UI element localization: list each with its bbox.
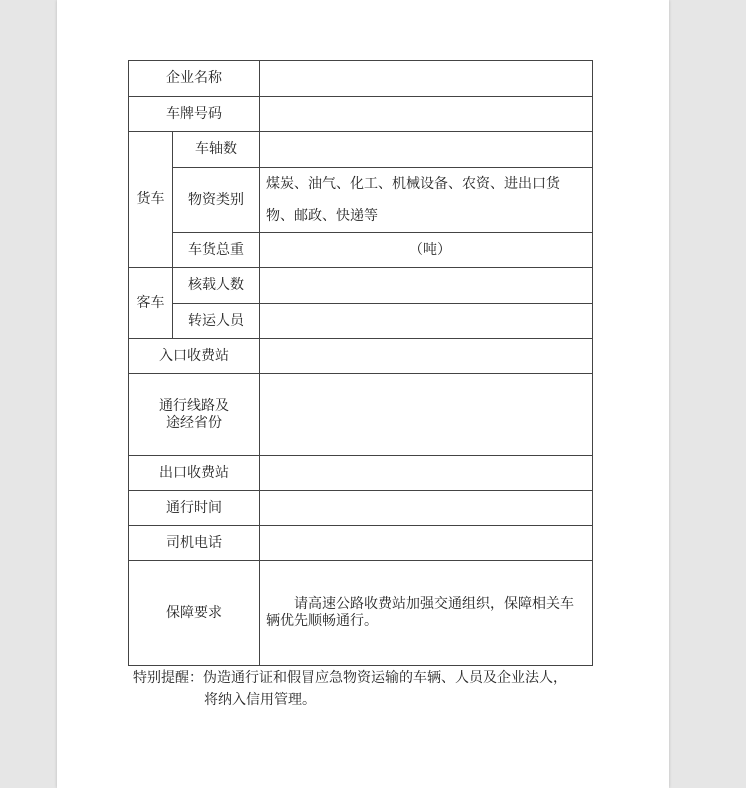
row-route xyxy=(129,374,593,456)
total-weight-field[interactable] xyxy=(260,233,593,268)
transfer-personnel-field[interactable] xyxy=(260,304,593,339)
row-exit-toll xyxy=(129,456,593,491)
route-label-line1: 通行线路及 xyxy=(159,397,229,414)
transfer-personnel-label: 转运人员 xyxy=(173,304,260,339)
row-company-name xyxy=(129,61,593,97)
row-approved-passengers xyxy=(129,268,593,304)
plate-number-field[interactable] xyxy=(260,97,593,132)
notice-line1: 特别提醒：伪造通行证和假冒应急物资运输的车辆、人员及企业法人， xyxy=(133,670,567,686)
row-transfer-personnel xyxy=(129,304,593,339)
notice-line2: 将纳入信用管理。 xyxy=(204,692,316,708)
exit-toll-field[interactable] xyxy=(260,456,593,491)
driver-phone-label: 司机电话 xyxy=(129,526,260,561)
entry-toll-field[interactable] xyxy=(260,339,593,374)
row-entry-toll xyxy=(129,339,593,374)
pass-form-table xyxy=(128,60,593,666)
guarantee-text: 请高速公路收费站加强交通组织，保障相关车辆优先顺畅通行。 xyxy=(260,561,593,666)
guarantee-label: 保障要求 xyxy=(129,561,260,666)
driver-phone-field[interactable] xyxy=(260,526,593,561)
row-travel-time xyxy=(129,491,593,526)
truck-label: 货车 xyxy=(129,132,173,268)
travel-time-label: 通行时间 xyxy=(129,491,260,526)
approved-passengers-field[interactable] xyxy=(260,268,593,304)
row-guarantee xyxy=(129,561,593,666)
route-label-line2: 途经省份 xyxy=(166,414,222,431)
row-driver-phone xyxy=(129,526,593,561)
route-field[interactable] xyxy=(260,374,593,456)
route-label xyxy=(129,374,260,456)
plate-number-label: 车牌号码 xyxy=(129,97,260,132)
bus-label: 客车 xyxy=(129,268,173,339)
special-notice xyxy=(133,667,603,711)
total-weight-unit: （吨） xyxy=(409,241,451,258)
exit-toll-label: 出口收费站 xyxy=(129,456,260,491)
entry-toll-label: 入口收费站 xyxy=(129,339,260,374)
cargo-type-value: 煤炭、油气、化工、机械设备、农资、进出口货物、邮政、快递等 xyxy=(260,168,593,233)
axle-count-label: 车轴数 xyxy=(173,132,260,168)
company-name-label: 企业名称 xyxy=(129,61,260,97)
total-weight-label: 车货总重 xyxy=(173,233,260,268)
axle-count-field[interactable] xyxy=(260,132,593,168)
company-name-field[interactable] xyxy=(260,61,593,97)
row-axle-count xyxy=(129,132,593,168)
cargo-type-label: 物资类别 xyxy=(173,168,260,233)
document-page xyxy=(57,0,669,788)
row-cargo-type xyxy=(129,168,593,233)
row-total-weight xyxy=(129,233,593,268)
travel-time-field[interactable] xyxy=(260,491,593,526)
row-plate-number xyxy=(129,97,593,132)
approved-passengers-label: 核载人数 xyxy=(173,268,260,304)
